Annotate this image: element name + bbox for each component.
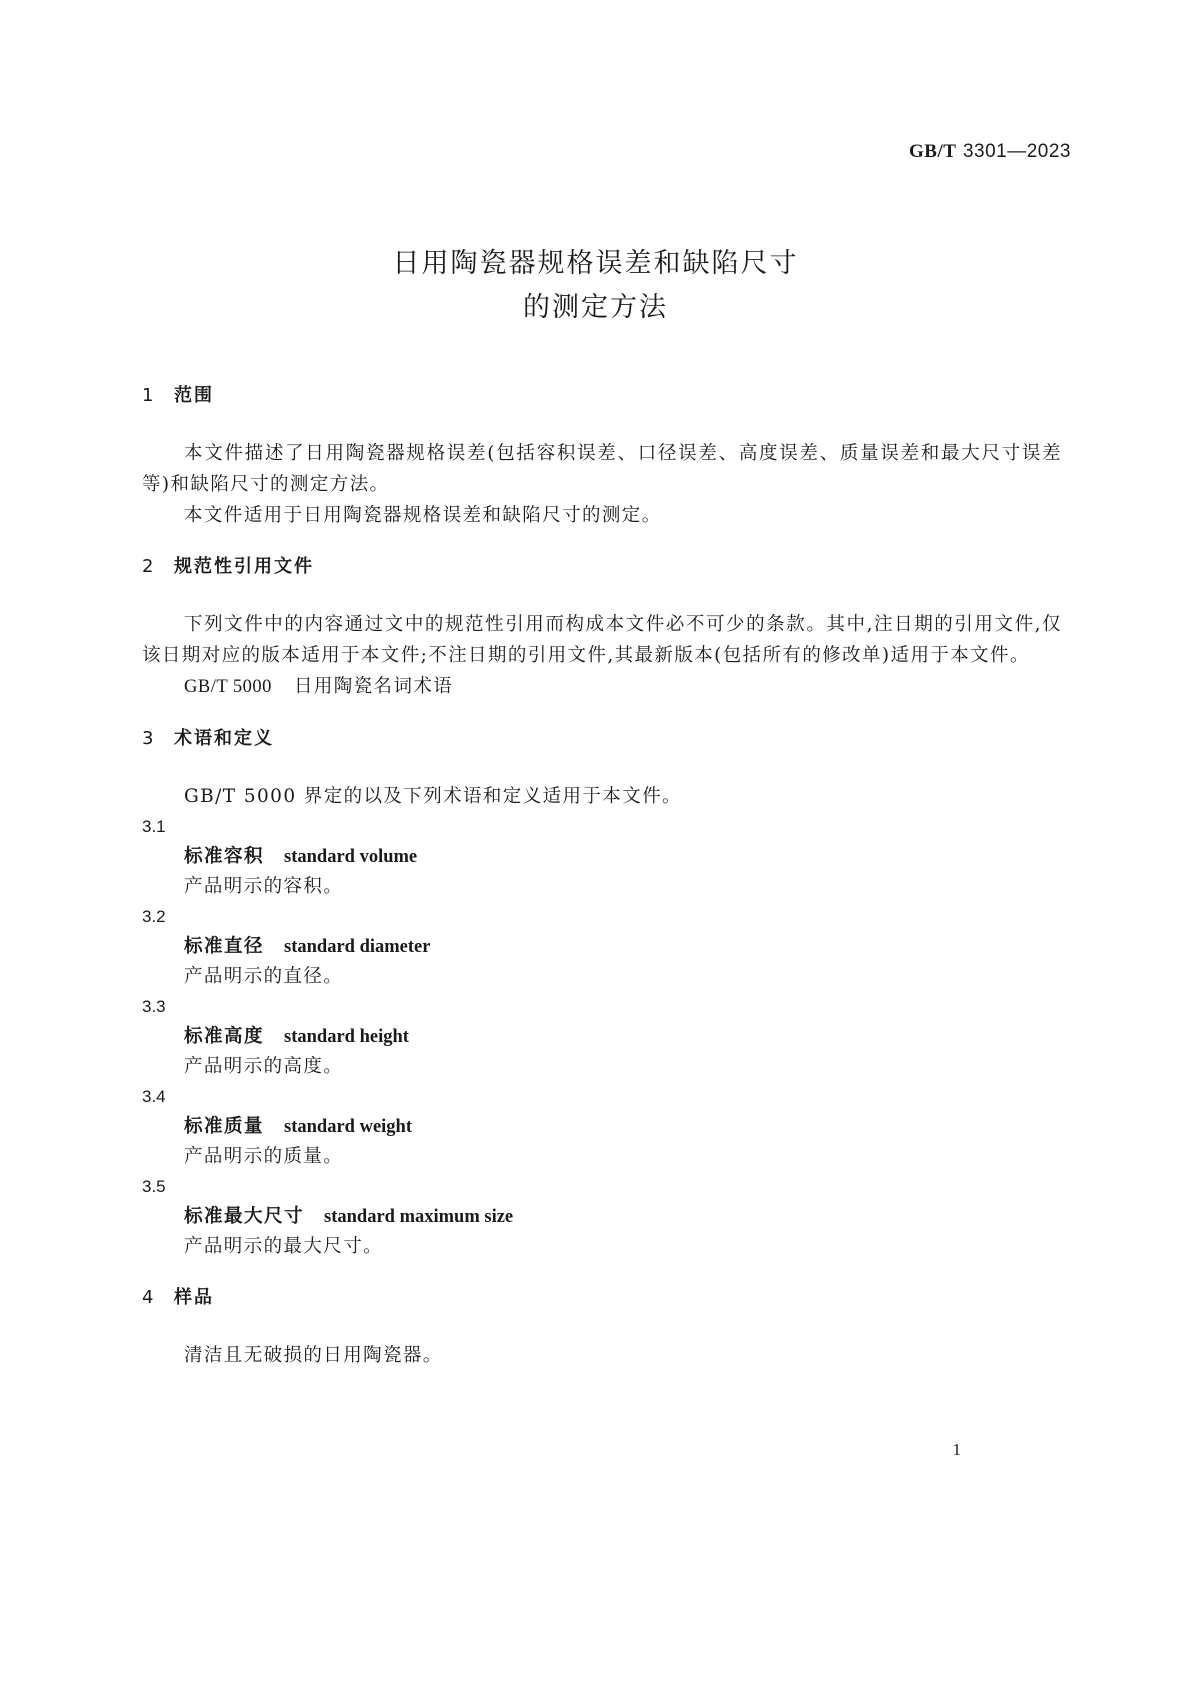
term-entry <box>142 812 1062 902</box>
term-number: 3.2 <box>142 907 166 926</box>
reference-entry <box>142 671 1062 703</box>
term-definition: 产品明示的容积。 <box>184 876 344 897</box>
section-title: 样品 <box>174 1287 214 1308</box>
section-number: 4 <box>142 1287 156 1308</box>
term-name <box>142 842 1062 872</box>
reference-title: 日用陶瓷名词术语 <box>293 676 454 697</box>
title-line-2: 的测定方法 <box>523 292 668 323</box>
standard-prefix: GB/T <box>909 141 957 162</box>
term-number: 3.5 <box>142 1177 166 1196</box>
term-name-en: standard volume <box>284 847 418 867</box>
term-name-zh: 标准容积 <box>184 846 265 867</box>
section-title: 规范性引用文件 <box>174 556 314 577</box>
section-title: 范围 <box>174 385 214 406</box>
term-name <box>142 1202 1062 1232</box>
term-definition: 产品明示的直径。 <box>184 966 344 987</box>
term-name-zh: 标准直径 <box>184 936 265 957</box>
document-title <box>0 242 1191 330</box>
term-number: 3.4 <box>142 1087 166 1106</box>
term-name-en: standard height <box>284 1027 409 1047</box>
term-entry <box>142 1082 1062 1172</box>
term-name-en: standard diameter <box>284 937 431 957</box>
term-name <box>142 1112 1062 1142</box>
section-title: 术语和定义 <box>174 728 274 749</box>
term-number: 3.3 <box>142 997 166 1016</box>
term-definition: 产品明示的最大尺寸。 <box>184 1236 384 1257</box>
paragraph: 清洁且无破损的日用陶瓷器。 <box>184 1345 443 1366</box>
section-heading-terms <box>142 725 1062 753</box>
paragraph: 下列文件中的内容通过文中的规范性引用而构成本文件必不可少的条款。其中,注日期的引用文件,仅该日期对应的版本适用于本文件;不注日期的引用文件,其最新版本(包括所有的修改单)适用于本文件。 <box>142 614 1062 666</box>
document-body <box>142 382 1062 1371</box>
term-definition: 产品明示的高度。 <box>184 1056 344 1077</box>
section-heading-normative-references <box>142 553 1062 581</box>
term-name <box>142 932 1062 962</box>
page-number: 1 <box>952 1440 961 1459</box>
term-name-zh: 标准最大尺寸 <box>184 1206 305 1227</box>
reference-code: GB/T 5000 <box>184 677 272 697</box>
standard-number <box>909 140 1071 163</box>
section-number: 2 <box>142 556 156 577</box>
term-entry <box>142 992 1062 1082</box>
term-name-zh: 标准高度 <box>184 1026 265 1047</box>
term-number: 3.1 <box>142 817 166 836</box>
section-number: 1 <box>142 385 156 406</box>
paragraph: 本文件适用于日用陶瓷器规格误差和缺陷尺寸的测定。 <box>184 505 662 526</box>
term-entry <box>142 1172 1062 1262</box>
term-definition: 产品明示的质量。 <box>184 1146 344 1167</box>
section-number: 3 <box>142 728 156 749</box>
paragraph: GB/T 5000 界定的以及下列术语和定义适用于本文件。 <box>184 786 682 807</box>
title-line-1: 日用陶瓷器规格误差和缺陷尺寸 <box>392 248 799 279</box>
term-name-en: standard maximum size <box>324 1207 514 1227</box>
section-heading-scope <box>142 382 1062 410</box>
term-name <box>142 1022 1062 1052</box>
term-name-zh: 标准质量 <box>184 1116 265 1137</box>
term-name-en: standard weight <box>284 1117 412 1137</box>
section-heading-samples <box>142 1284 1062 1312</box>
standard-code: 3301—2023 <box>962 141 1071 162</box>
paragraph: 本文件描述了日用陶瓷器规格误差(包括容积误差、口径误差、高度误差、质量误差和最大尺寸误差等)和缺陷尺寸的测定方法。 <box>142 443 1062 495</box>
term-entry <box>142 902 1062 992</box>
